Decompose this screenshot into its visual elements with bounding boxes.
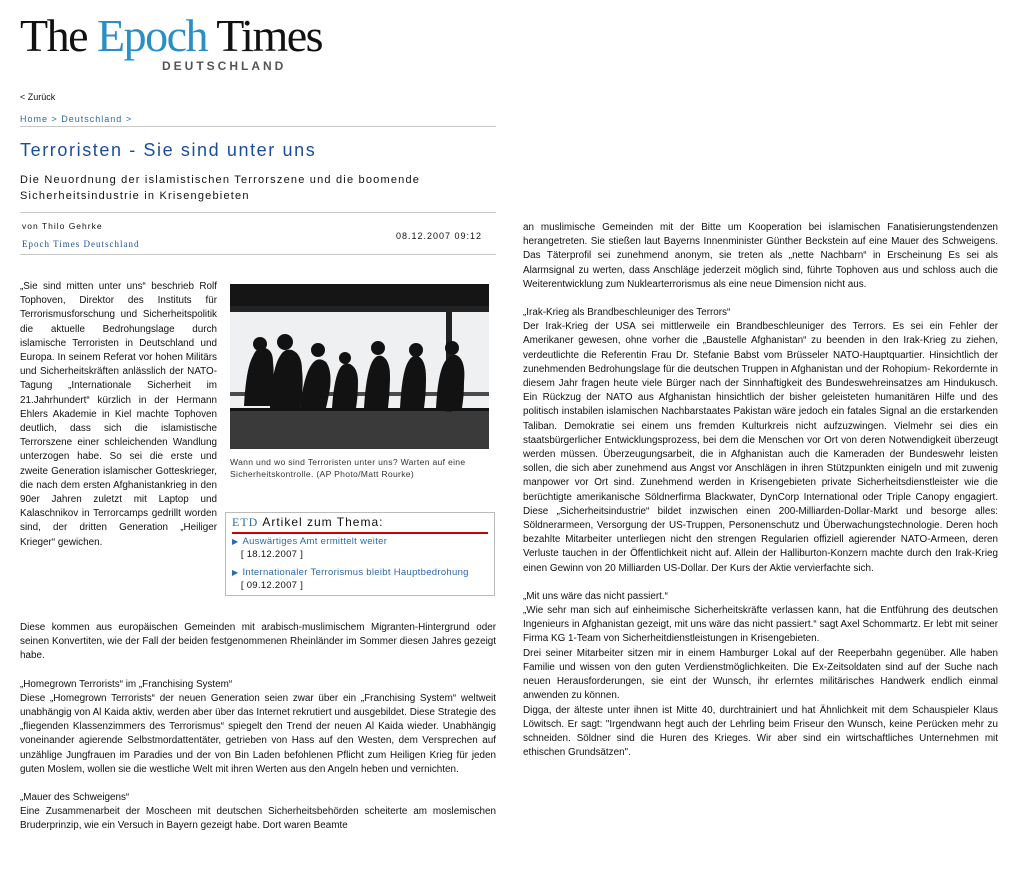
photo-caption: Wann und wo sind Terroristen unter uns? Warten auf eine Sicherheitskontrolle. (AP Photo/Matt Rourke) [230,457,466,479]
breadcrumb-divider [20,126,496,127]
article-paragraph: Der Irak-Krieg der USA sei mittlerweile ein Brandbeschleuniger des Terrors. Es sei ein Fehler der Amerikaner gewesen, ohne vorher die „Baustelle Afghanistan“ zu beenden in den Irak-Krieg zu ziehen, verdeutlichte die Referentin Frau Dr. Stefanie Babst vom Brüsseler NATO-Hauptquartier. Hinsichtlich der zunehmenden Bedrohungslage für die deutschen Truppen in Afghanistan und der Rohopium- Rekordernte in diesem Jahr fragen heute viele Bürger nach der Sinnhaftigkeit des Bundeswehreinsatzes am Hindukusch. Ein Rückzug der NATO aus Afghanistan hinsichtlich der bisher geleisteten humanitären Hilfe und des politisch instabilen islamischen Nachbarstaates Pakistan wäre jedoch ein fatales Signal an die erstarkenden Taliban. Demokratie sei einem uns fremden Kulturkreis nicht aufzuzwingen. Vielmehr sei dies ein staatsbürgerlicher Entwicklungsprozess, bei dem die Menschen vor Ort von deren Notwendigkeit überzeugt werden müssen. Überzeugungsarbeit, die in Afghanistan auch die Kameraden der Bundeswehr leisten sollen, die sich aber zunehmend aus Angst vor Anschlägen in ihren Stützpunkten einigeln und mit zuwenig manpower vor Ort sind. Zunehmend werden in Krisengebieten private Sicherheitsdienstleister wie die berüchtigte amerikanische Söldnerfirma Blackwater, DynCorp International oder Triple Canopy engagiert. Diese „Sicherheitsindustrie“ bildet inzwischen einen 200-Milliarden-Dollar-Markt und besorge alles: Söldnerarmeen, Versorgung der US-Truppen, Personenschutz und Überwachungstechnologie. Deren hoch bezahlte Mitarbeiter unterliegen nicht den strengen Regularien offiziell agierender NATO-Armeen, deren Verluste tauchen in der Öffentlichkeit nicht auf. Allein der Halliburton-Konzern machte durch den Irak-Krieg einen Gewinn von 20 Milliarden US-Dollar. Der Kurs der Aktie vervierfachte sich. [523,321,998,574]
logo-subtitle: DEUTSCHLAND [162,59,287,73]
section-heading: „Mauer des Schweigens“ [20,792,130,804]
article-paragraph: an muslimische Gemeinden mit der Bitte um Kooperation bei islamischen Fanatisierungstendenzen herangetreten. Sie stießen laut Bayerns Innenminister Günther Beckstein auf eine Mauer des Schweigens. Das Täterprofil sei zunehmend anonym, sie treten als „nette Nachbarn“ in Erscheinung Es sei als Alarmsignal zu werten, dass Anschläge jederzeit möglich sind, führte Tophoven aus und schloss auch die Weiterentwicklung zum Nuklearterrorismus als eine neue Dimension nicht aus. [523,222,998,290]
related-article-date: [ 09.12.2007 ] [240,580,304,591]
article-paragraph: Drei seiner Mitarbeiter sitzen mir in einem Hamburger Lokal auf der Reeperbahn gegenüber. Alle haben Familie und wissen von den guten Verdienstmöglichkeiten. Die Ex-Zeitsoldaten sind auf der Suche nach neuen Herausforderungen, sie eint der Wunsch, ihr erlerntes militärisches Handwerk endlich einmal anwenden zu können. [523,647,998,702]
breadcrumb-section[interactable]: Deutschland [61,114,123,124]
section-heading: „Irak-Krieg als Brandbeschleuniger des Terrors“ [523,307,731,319]
article-paragraph: Digga, der älteste unter ihnen ist Mitte 40, durchtrainiert und hat Ähnlichkeit mit dem Schauspieler Klaus Löwitsch. Er sagt: "Irgendwann hegt auch der Lehrling beim Friseur den Wunsch, keine Perücken mehr zu schneiden. Söldner sind die Huren des Krieges. Wir aber sind ein wirtschaftliches Unternehmen mit ethischen Grundsätzen". [523,704,998,759]
back-link[interactable]: < Zurück [20,92,56,102]
etd-logo: ETD [232,515,259,529]
related-article-link[interactable]: ▶ Internationaler Terrorismus bleibt Hauptbedrohung [ 09.12.2007 ] [232,567,469,591]
breadcrumb: Home > Deutschland > [20,114,133,124]
related-article-link[interactable]: ▶ Auswärtiges Amt ermittelt weiter [ 18.12.2007 ] [232,536,388,560]
article-source[interactable]: Epoch Times Deutschland [22,239,140,249]
byline-bottom-divider [20,254,496,255]
section-heading: „Mit uns wäre das nicht passiert.“ [523,590,668,602]
article-paragraph: Diese „Homegrown Terrorists“ der neuen Generation seien zwar über ein „Franchising System“ weltweit unabhängig von Al Kaida aktiv, werden aber über das Internet rekrutiert und ausgebildet. Diese Strategie des „fliegenden Klassenzimmers des Terrorismus“ spiegelt den Trend der neuen Al Kaida wieder. Unabhängig voneinander agierende Selbstmordattentäter, getrieben von Hass auf den Westen, dem Versprechen auf unzählige Jungfrauen im Paradies und der von Bin Laden befohlenen Pflicht zum Heiligen Krieg für jeden guten Moslem, wollen sie die westliche Welt mit ihren Werten aus den Angeln heben und vernichten. [20,692,496,775]
byline-top-divider [20,212,496,213]
article-right-column [523,221,998,760]
related-divider [232,532,488,534]
article-subhead: Die Neuordnung der islamistischen Terrorszene und die boomende Sicherheitsindustrie in Krisengebieten [20,174,421,202]
arrow-right-icon: ▶ [232,568,239,577]
related-article-date: [ 18.12.2007 ] [240,549,304,560]
article-paragraph: „Wie sehr man sich auf einheimische Sicherheitskräfte verlassen kann, hat die Entführung des deutschen Ingenieurs in Afghanistan gezeigt, mit uns wäre das nicht passiert.“ sagt Axel Schommartz. Er lebt mit seiner Firma KG 1-Team von Sicherheitdienstleistungen in Krisengebieten. [523,605,998,645]
article-photo [230,284,489,449]
article-paragraph: Diese kommen aus europäischen Gemeinden mit arabisch-muslimischem Migranten-Hintergrund oder seinen Konvertiten, wie der Fall der beiden festgenommenen Rheinländer im Sommer diesen Jahres gezeigt habe. [20,622,496,662]
article-left-column [20,621,496,834]
arrow-right-icon: ▶ [232,537,239,546]
logo[interactable] [20,12,350,74]
article-paragraph: Eine Zusammenarbeit der Moscheen mit deutschen Sicherheitsbehörden scheiterte am moslemischen Bruderprinzip, wie ein Versuch in Bayern gezeigt habe. Dort waren Beamte [20,806,496,832]
section-heading: „Homegrown Terrorists“ im „Franchising System“ [20,678,233,690]
related-articles-box [225,512,495,596]
intro-paragraph: „Sie sind mitten unter uns“ beschrieb Rolf Tophoven, Direktor des Instituts für Terrorismusforschung und Sicherheitspolitik die aktuelle Bedrohungslage durch islamische Terroristen in Deutschland und Europa. In seinem Referat vor hohen Militärs und Sicherheitskräften anlässlich der NATO-Tagung „Internationale Sicherheit im 21.Jahrhundert“ kürzlich in der Hermann Ehlers Akademie in Kiel machte Tophoven deutlich, dass sich die islamistische Terrorszene einer schleichenden Wandlung unterzogen habe. So sei die erste und zweite Generation islamischer Gotteskrieger, die nach dem ersten Afghanistankrieg in den 90er Jahren zuletzt mit Laptop und Kalaschnikov in Terrorcamps gedrillt worden sind, der dritten Generation „Heiliger Krieger“ gewichen. [20,281,217,548]
silhouettes-image [230,284,489,449]
article-date: 08.12.2007 09:12 [396,231,483,241]
article-author: von Thilo Gehrke [22,221,103,231]
breadcrumb-home[interactable]: Home [20,114,49,124]
page-title: Terroristen - Sie sind unter uns [20,140,317,160]
related-heading: ETD Artikel zum Thema: [232,515,384,529]
logo-title: The Epoch Times [20,10,323,61]
